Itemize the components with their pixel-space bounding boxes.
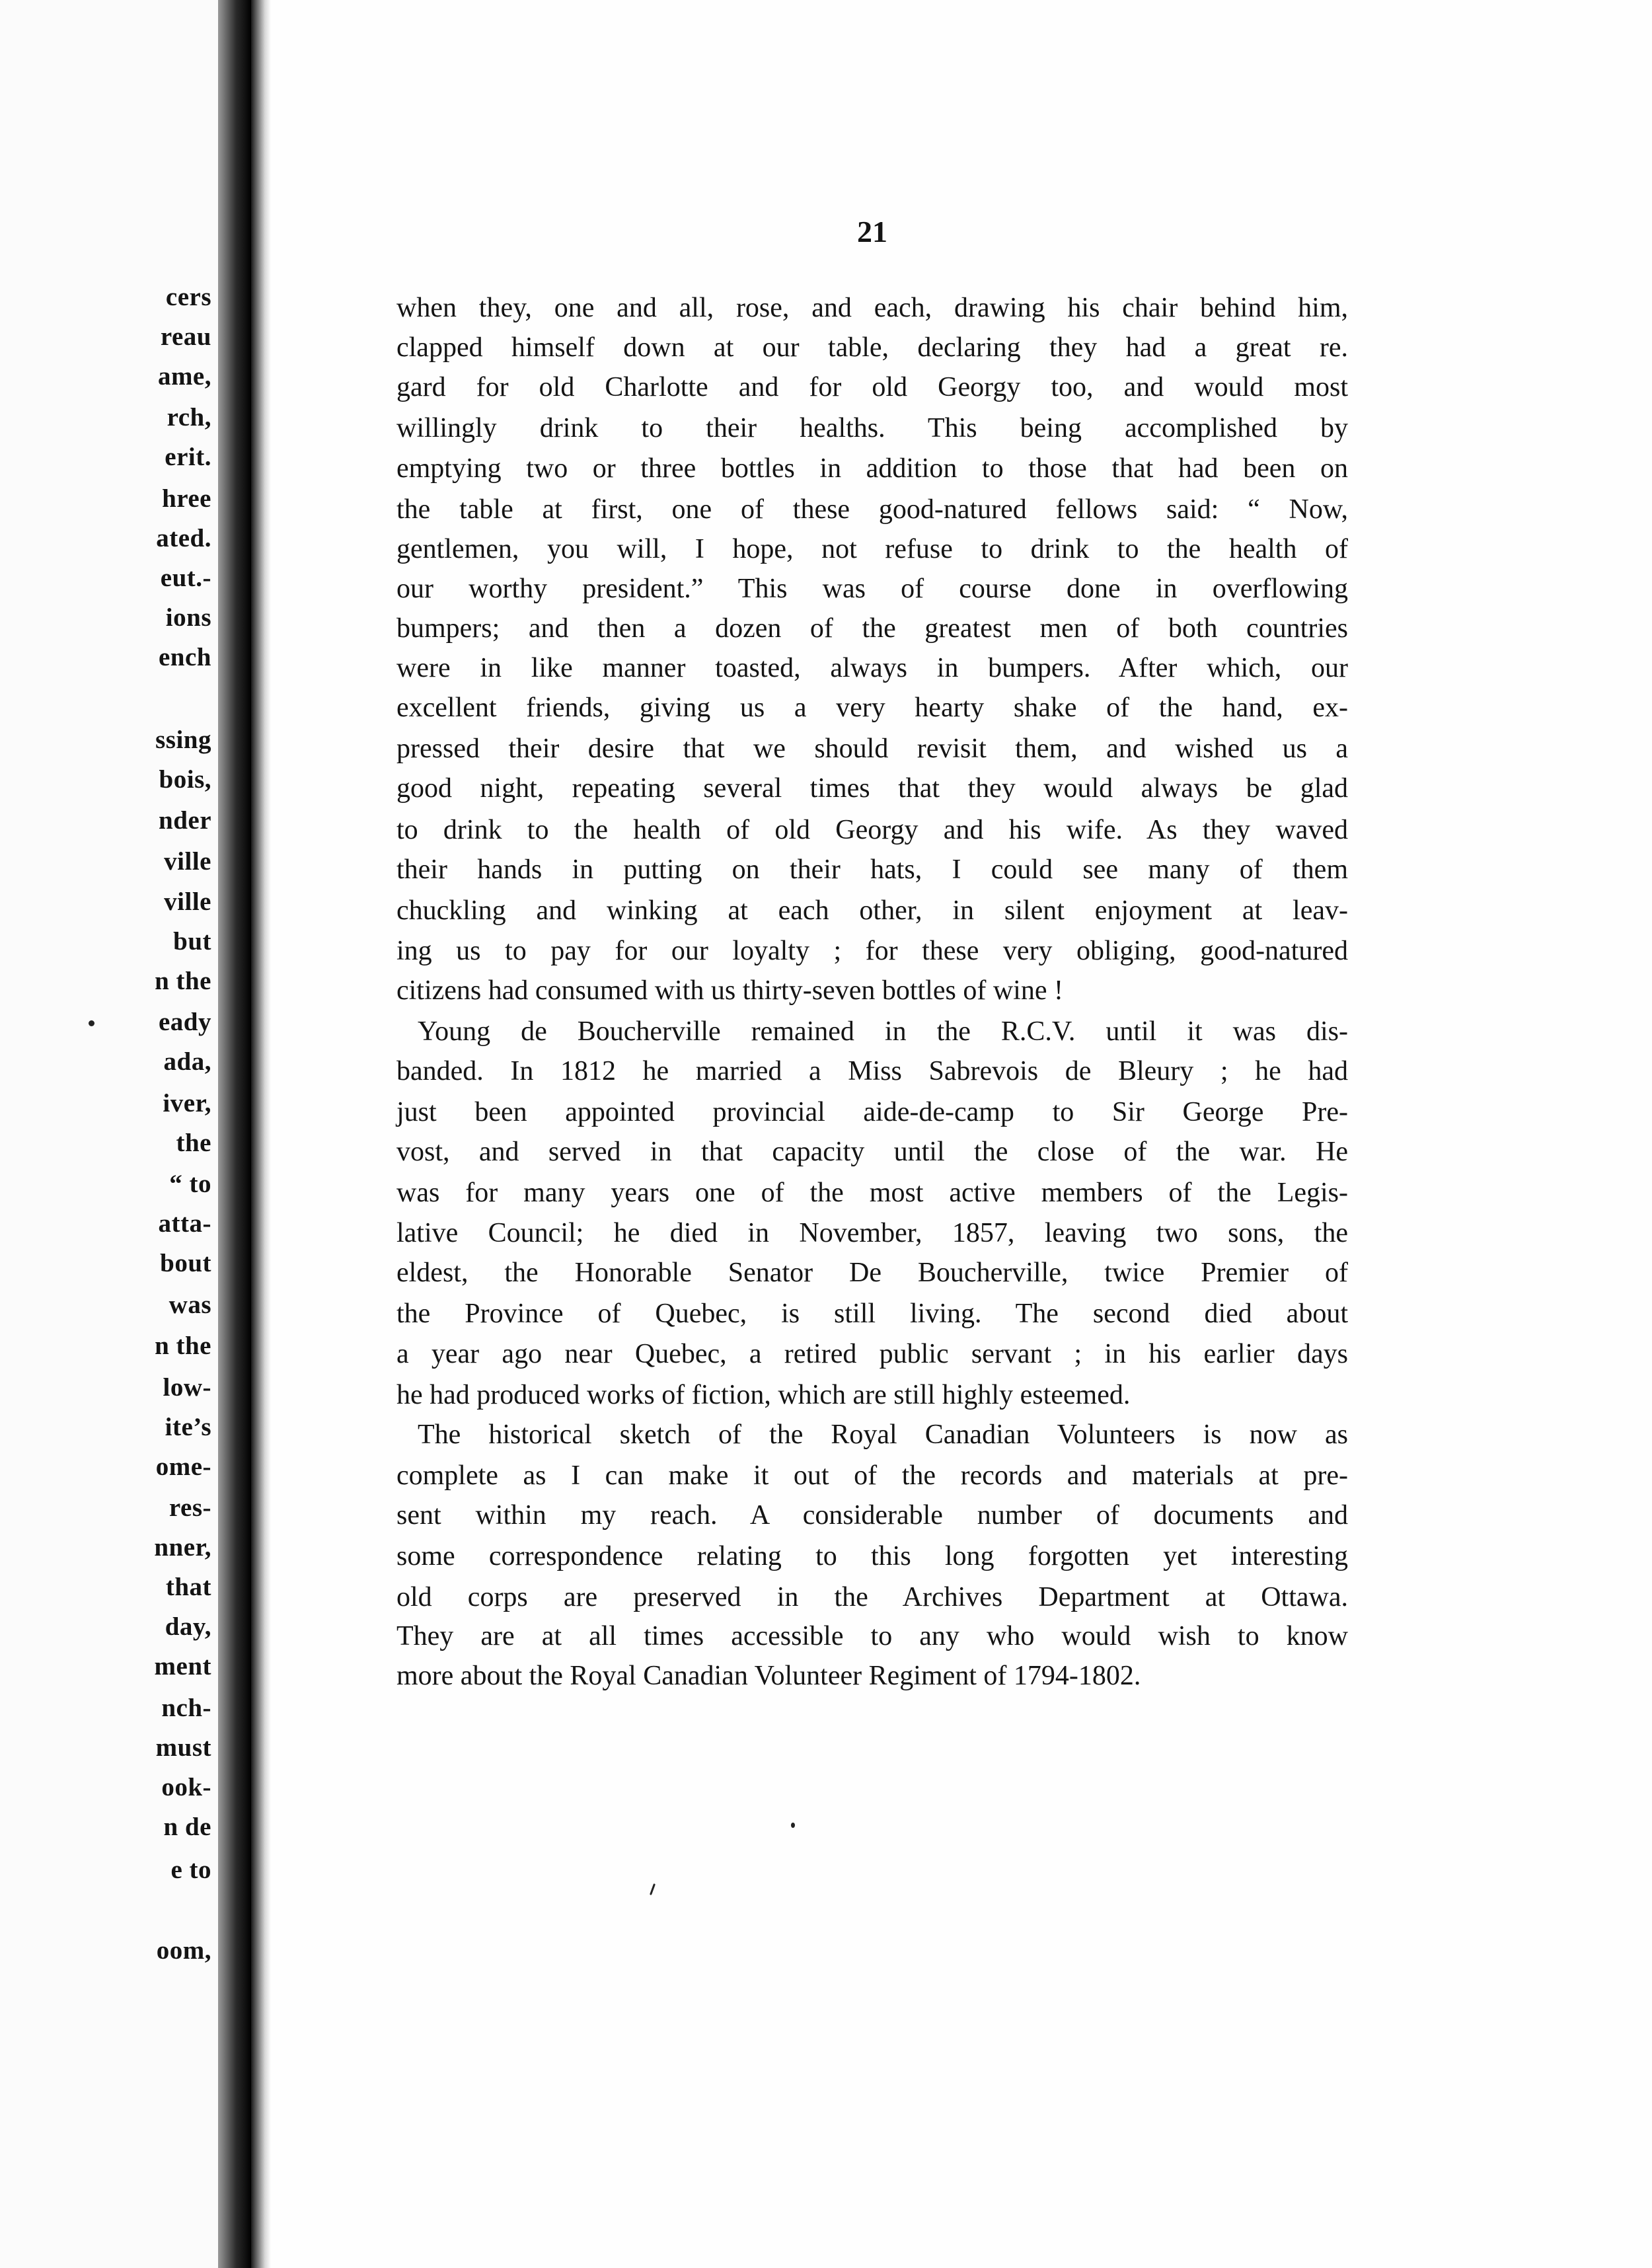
text-line: he had produced works of fiction, which are still highly esteemed. [396,1380,1131,1410]
facing-page-line: that [165,1573,211,1601]
text-line: their hands in putting on their hats, I could see many of them [396,854,1348,885]
text-line: vost, and served in that capacity until the close of the war. He [396,1137,1348,1167]
page-fold-shadow [218,0,251,2268]
facing-page-line: ville [164,847,211,876]
text-line: lative Council; he died in November, 1857, leaving two sons, the [396,1218,1348,1248]
facing-page-line: oom, [156,1936,211,1965]
text-line: citizens had consumed with us thirty-seven bottles of wine ! [396,975,1063,1006]
facing-page-line: atta- [158,1209,211,1238]
facing-page-line: bois, [159,765,211,794]
facing-page-line: eady [159,1008,211,1036]
text-line: more about the Royal Canadian Volunteer Regiment of 1794-1802. [396,1661,1141,1691]
facing-page-line: nch- [161,1694,211,1722]
facing-page-line: hree [162,484,211,513]
text-line: a year ago near Quebec, a retired public servant ; in his earlier days [396,1339,1348,1369]
text-line: some correspondence relating to this long forgotten yet interesting [396,1541,1348,1571]
text-line: banded. In 1812 he married a Miss Sabrevois de Bleury ; he had [396,1056,1348,1086]
facing-page-line: ame, [157,362,211,391]
text-line: chuckling and winking at each other, in silent enjoyment at leav- [396,895,1348,926]
facing-page-line: ssing [155,726,211,754]
text-line: the Province of Quebec, is still living. The second died about [396,1299,1348,1329]
facing-page-line: was [169,1291,211,1319]
facing-page-line: ada, [163,1047,211,1076]
facing-page-line: ench [159,643,211,671]
text-line: They are at all times accessible to any who would wish to know [396,1621,1348,1651]
facing-page-line: res- [169,1493,211,1522]
text-line: when they, one and all, rose, and each, drawing his chair behind him, [396,293,1348,323]
text-line: complete as I can make it out of the records and materials at pre- [396,1460,1348,1491]
facing-page-line: eut.- [160,564,211,592]
text-line: The historical sketch of the Royal Canadian Volunteers is now as [418,1419,1348,1450]
facing-page-line: n the [155,967,211,995]
facing-page-line: ated. [156,524,211,552]
facing-page-line: ook- [161,1773,211,1801]
facing-page-line: ment [154,1652,211,1681]
facing-page-line: iver, [163,1089,211,1117]
facing-page-line: n de [163,1813,211,1841]
scan-speck [791,1823,795,1828]
facing-page-line: ville [164,888,211,916]
page-number: 21 [857,215,887,248]
text-line: willingly drink to their healths. This being accomplished by [396,413,1348,443]
facing-page-line: rch, [167,403,211,432]
facing-page-line: low- [163,1373,211,1402]
facing-page-line: erit. [165,443,211,471]
text-line: good night, repeating several times that they would always be glad [396,773,1348,804]
text-line: sent within my reach. A considerable number of documents and [396,1500,1348,1531]
text-line: gard for old Charlotte and for old Georgy too, and would most [396,372,1348,402]
facing-page-line: day, [165,1612,211,1641]
text-line: gentlemen, you will, I hope, not refuse to drink to the health of [396,534,1348,564]
facing-page-line: but [173,927,211,956]
text-line: just been appointed provincial aide-de-camp to Sir George Pre- [396,1097,1348,1127]
text-line: were in like manner toasted, always in bumpers. After which, our [396,653,1348,683]
facing-page [0,0,218,2268]
facing-page-line: ome- [155,1453,211,1481]
facing-page-line: bout [160,1249,211,1277]
text-line: to drink to the health of old Georgy and his wife. As they waved [396,815,1348,845]
facing-page-line: ions [165,603,211,632]
text-line: was for many years one of the most active members of the Legis- [396,1178,1348,1208]
facing-page-line: “ to [169,1170,211,1198]
facing-page-line: n the [155,1332,211,1360]
facing-page-line: nder [159,806,211,835]
text-line: excellent friends, giving us a very hearty shake of the hand, ex- [396,693,1348,723]
facing-page-line: the [176,1129,211,1157]
facing-page-line: e to [170,1856,211,1884]
text-line: Young de Boucherville remained in the R.C.V. until it was dis- [418,1016,1348,1047]
text-line: old corps are preserved in the Archives Department at Ottawa. [396,1582,1348,1612]
facing-page-line: ite’s [165,1413,211,1441]
text-line: our worthy president.” This was of course done in overflowing [396,574,1348,604]
facing-page-line: nner, [154,1533,211,1562]
text-line: pressed their desire that we should revisit them, and wished us a [396,734,1348,764]
text-line: bumpers; and then a dozen of the greatest men of both countries [396,613,1348,644]
page-gutter [251,0,271,2268]
text-line: ing us to pay for our loyalty ; for these very obliging, good-natured [396,936,1348,966]
facing-page-line: reau [160,322,211,351]
text-line: emptying two or three bottles in addition to those that had been on [396,453,1348,484]
facing-page-line: must [155,1733,211,1762]
text-line: the table at first, one of these good-natured fellows said: “ Now, [396,494,1348,525]
facing-page-line: cers [165,283,211,311]
scan-speck [89,1020,94,1026]
text-line: clapped himself down at our table, declaring they had a great re. [396,332,1348,363]
text-line: eldest, the Honorable Senator De Boucherville, twice Premier of [396,1258,1348,1288]
